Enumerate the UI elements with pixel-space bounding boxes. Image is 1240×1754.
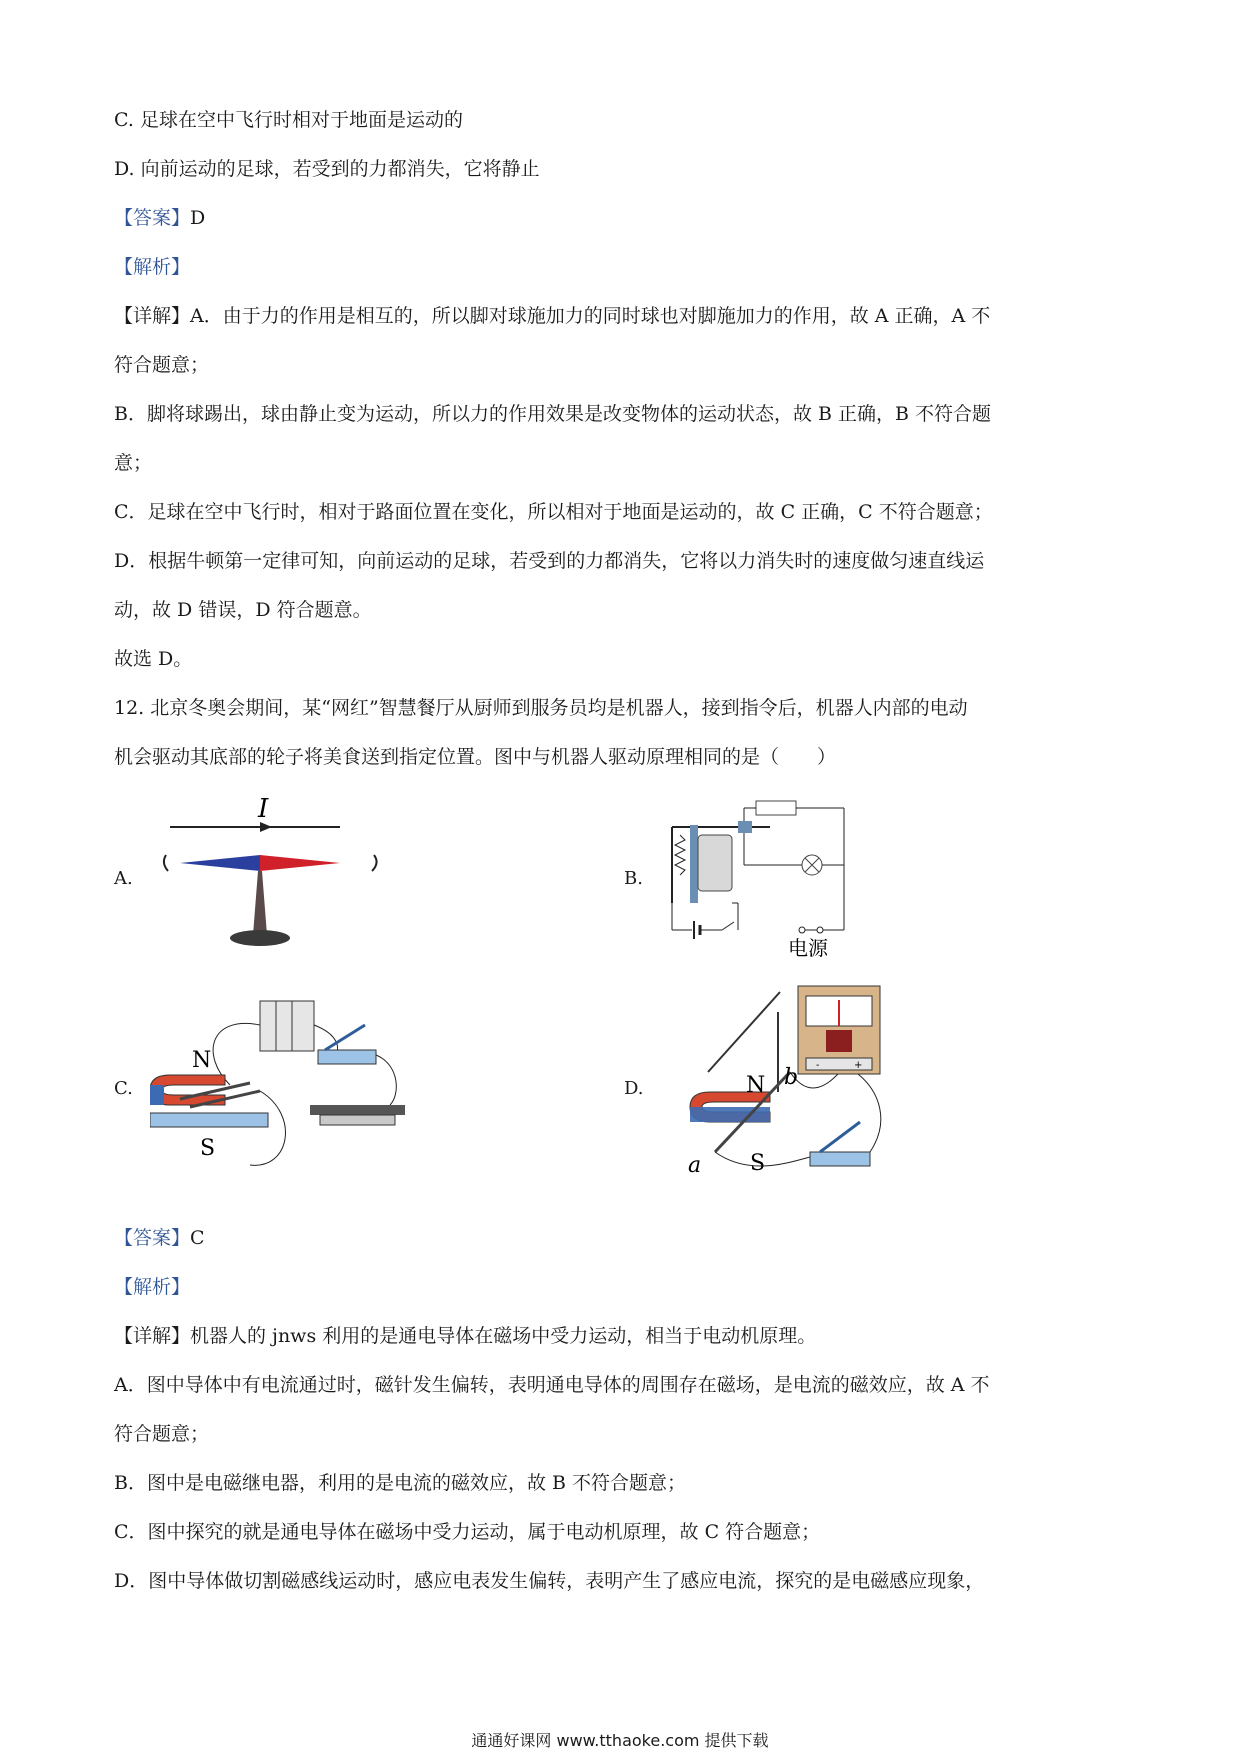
switch-lever bbox=[722, 922, 734, 930]
magnet-s-end bbox=[150, 1085, 164, 1105]
analysis-tag-2: 【解析】 bbox=[114, 1276, 191, 1298]
analysis-tag-1: 【解析】 bbox=[114, 256, 191, 278]
terminal-2 bbox=[817, 927, 823, 933]
detail-1-line-2: B．脚将球踢出，球由静止变为运动，所以力的作用效果是改变物体的运动状态，故 B 正确，B 不符合题 bbox=[114, 403, 992, 425]
switch-handle-d bbox=[820, 1122, 860, 1152]
switch-base-d bbox=[810, 1152, 870, 1166]
point-b-label: b bbox=[784, 1065, 799, 1090]
detail-2-line-2: 符合题意； bbox=[114, 1423, 210, 1445]
spring bbox=[675, 835, 685, 875]
battery-3 bbox=[292, 1001, 314, 1051]
figure-oersted bbox=[160, 795, 400, 955]
answer-value-2: C bbox=[190, 1227, 205, 1249]
detail-1-line-7: 故选 D。 bbox=[114, 648, 193, 670]
option-b-label: B. bbox=[624, 868, 643, 889]
needle-south bbox=[260, 855, 340, 871]
switch-handle bbox=[325, 1025, 365, 1050]
rheostat-rail bbox=[310, 1105, 405, 1115]
option-d-line: D. 向前运动的足球，若受到的力都消失，它将静止 bbox=[114, 158, 540, 180]
detail-2-line-5: D．图中导体做切割磁感线运动时，感应电表发生偏转，表明产生了感应电流，探究的是电磁感应现象， bbox=[114, 1570, 985, 1592]
wire-d3 bbox=[858, 1074, 881, 1152]
detail-tag-2: 【详解】 bbox=[114, 1325, 191, 1347]
switch-base bbox=[318, 1050, 376, 1064]
answer-1 bbox=[114, 204, 205, 232]
contact bbox=[738, 821, 752, 833]
needle-stand bbox=[253, 871, 267, 935]
answer-2 bbox=[114, 1224, 205, 1252]
pole-s-label-d: S bbox=[750, 1151, 766, 1176]
power-caption: 电源 bbox=[788, 936, 828, 960]
wire-c4 bbox=[250, 1091, 285, 1165]
detail-1-line-4: C．足球在空中飞行时，相对于路面位置在变化，所以相对于地面是运动的，故 C 正确，C 不符合题意； bbox=[114, 501, 993, 523]
figure-induction bbox=[660, 982, 900, 1187]
rotate-arrow-left bbox=[164, 855, 168, 871]
rotate-arrow-right bbox=[372, 855, 377, 871]
detail-1-line-3: 意； bbox=[114, 452, 153, 474]
detail-2-line-1: A．图中导体中有电流通过时，磁针发生偏转，表明通电导体的周围存在磁场，是电流的磁效应，故 A 不 bbox=[114, 1374, 990, 1396]
detail-2-line-3: B．图中是电磁继电器，利用的是电流的磁效应，故 B 不符合题意； bbox=[114, 1472, 687, 1494]
detail-1-line-5: D．根据牛顿第一定律可知，向前运动的足球，若受到的力都消失，它将以力消失时的速度做匀速直线运 bbox=[114, 550, 985, 572]
pole-n-label: N bbox=[192, 1048, 212, 1073]
figure-relay bbox=[660, 795, 860, 965]
question-12-line-1: 机会驱动其底部的轮子将美食送到指定位置。图中与机器人驱动原理相同的是（ ） bbox=[114, 746, 837, 768]
question-12-line-0: 12. 北京冬奥会期间，某“网红”智慧餐厅从厨师到服务员均是机器人，接到指令后，机器人内部的电动 bbox=[114, 697, 968, 719]
option-c-label: C. bbox=[114, 1078, 133, 1099]
needle-north bbox=[180, 855, 260, 871]
option-a-label: A. bbox=[114, 868, 133, 889]
pole-n-label-d: N bbox=[746, 1073, 766, 1098]
detail-tag: 【详解】 bbox=[114, 305, 191, 327]
detail-text: A．由于力的作用是相互的，所以脚对球施加力的同时球也对脚施加力的作用，故 A 正确，A 不 bbox=[190, 305, 991, 327]
detail-2-line-0 bbox=[114, 1322, 816, 1350]
option-d-label: D. bbox=[624, 1078, 644, 1099]
detail-1-line-6: 动，故 D 错误，D 符合题意。 bbox=[114, 599, 372, 621]
meter-minus: - bbox=[816, 1060, 820, 1071]
current-label: I bbox=[258, 795, 269, 824]
detail-text-2: 机器人的 jnws 利用的是通电导体在磁场中受力运动，相当于电动机原理。 bbox=[190, 1325, 817, 1347]
meter-plus: + bbox=[854, 1060, 863, 1071]
iron-bar bbox=[690, 825, 698, 903]
galvanometer-magnet bbox=[826, 1030, 852, 1052]
answer-value: D bbox=[190, 207, 206, 229]
point-a-label: a bbox=[688, 1153, 702, 1178]
electromagnet-coil bbox=[698, 835, 732, 891]
figure-motor bbox=[150, 995, 420, 1180]
track-base bbox=[150, 1113, 268, 1127]
detail-2-line-4: C．图中探究的就是通电导体在磁场中受力运动，属于电动机原理，故 C 符合题意； bbox=[114, 1521, 821, 1543]
wire-c3 bbox=[376, 1055, 396, 1105]
detail-1-line-0 bbox=[114, 302, 990, 330]
frame-1 bbox=[708, 992, 780, 1072]
rheostat-coil bbox=[320, 1115, 395, 1125]
stand-base bbox=[230, 930, 290, 946]
pole-s-label: S bbox=[200, 1136, 216, 1161]
answer-tag: 【答案】 bbox=[114, 207, 191, 229]
resistor bbox=[756, 801, 796, 815]
option-c-line: C. 足球在空中飞行时相对于地面是运动的 bbox=[114, 109, 463, 131]
magnet-lower-half bbox=[690, 1107, 770, 1122]
page-footer: 通通好课网 www.tthaoke.com 提供下载 bbox=[471, 1731, 769, 1750]
terminal-1 bbox=[799, 927, 805, 933]
answer-tag-2: 【答案】 bbox=[114, 1227, 191, 1249]
detail-1-line-1: 符合题意； bbox=[114, 354, 210, 376]
